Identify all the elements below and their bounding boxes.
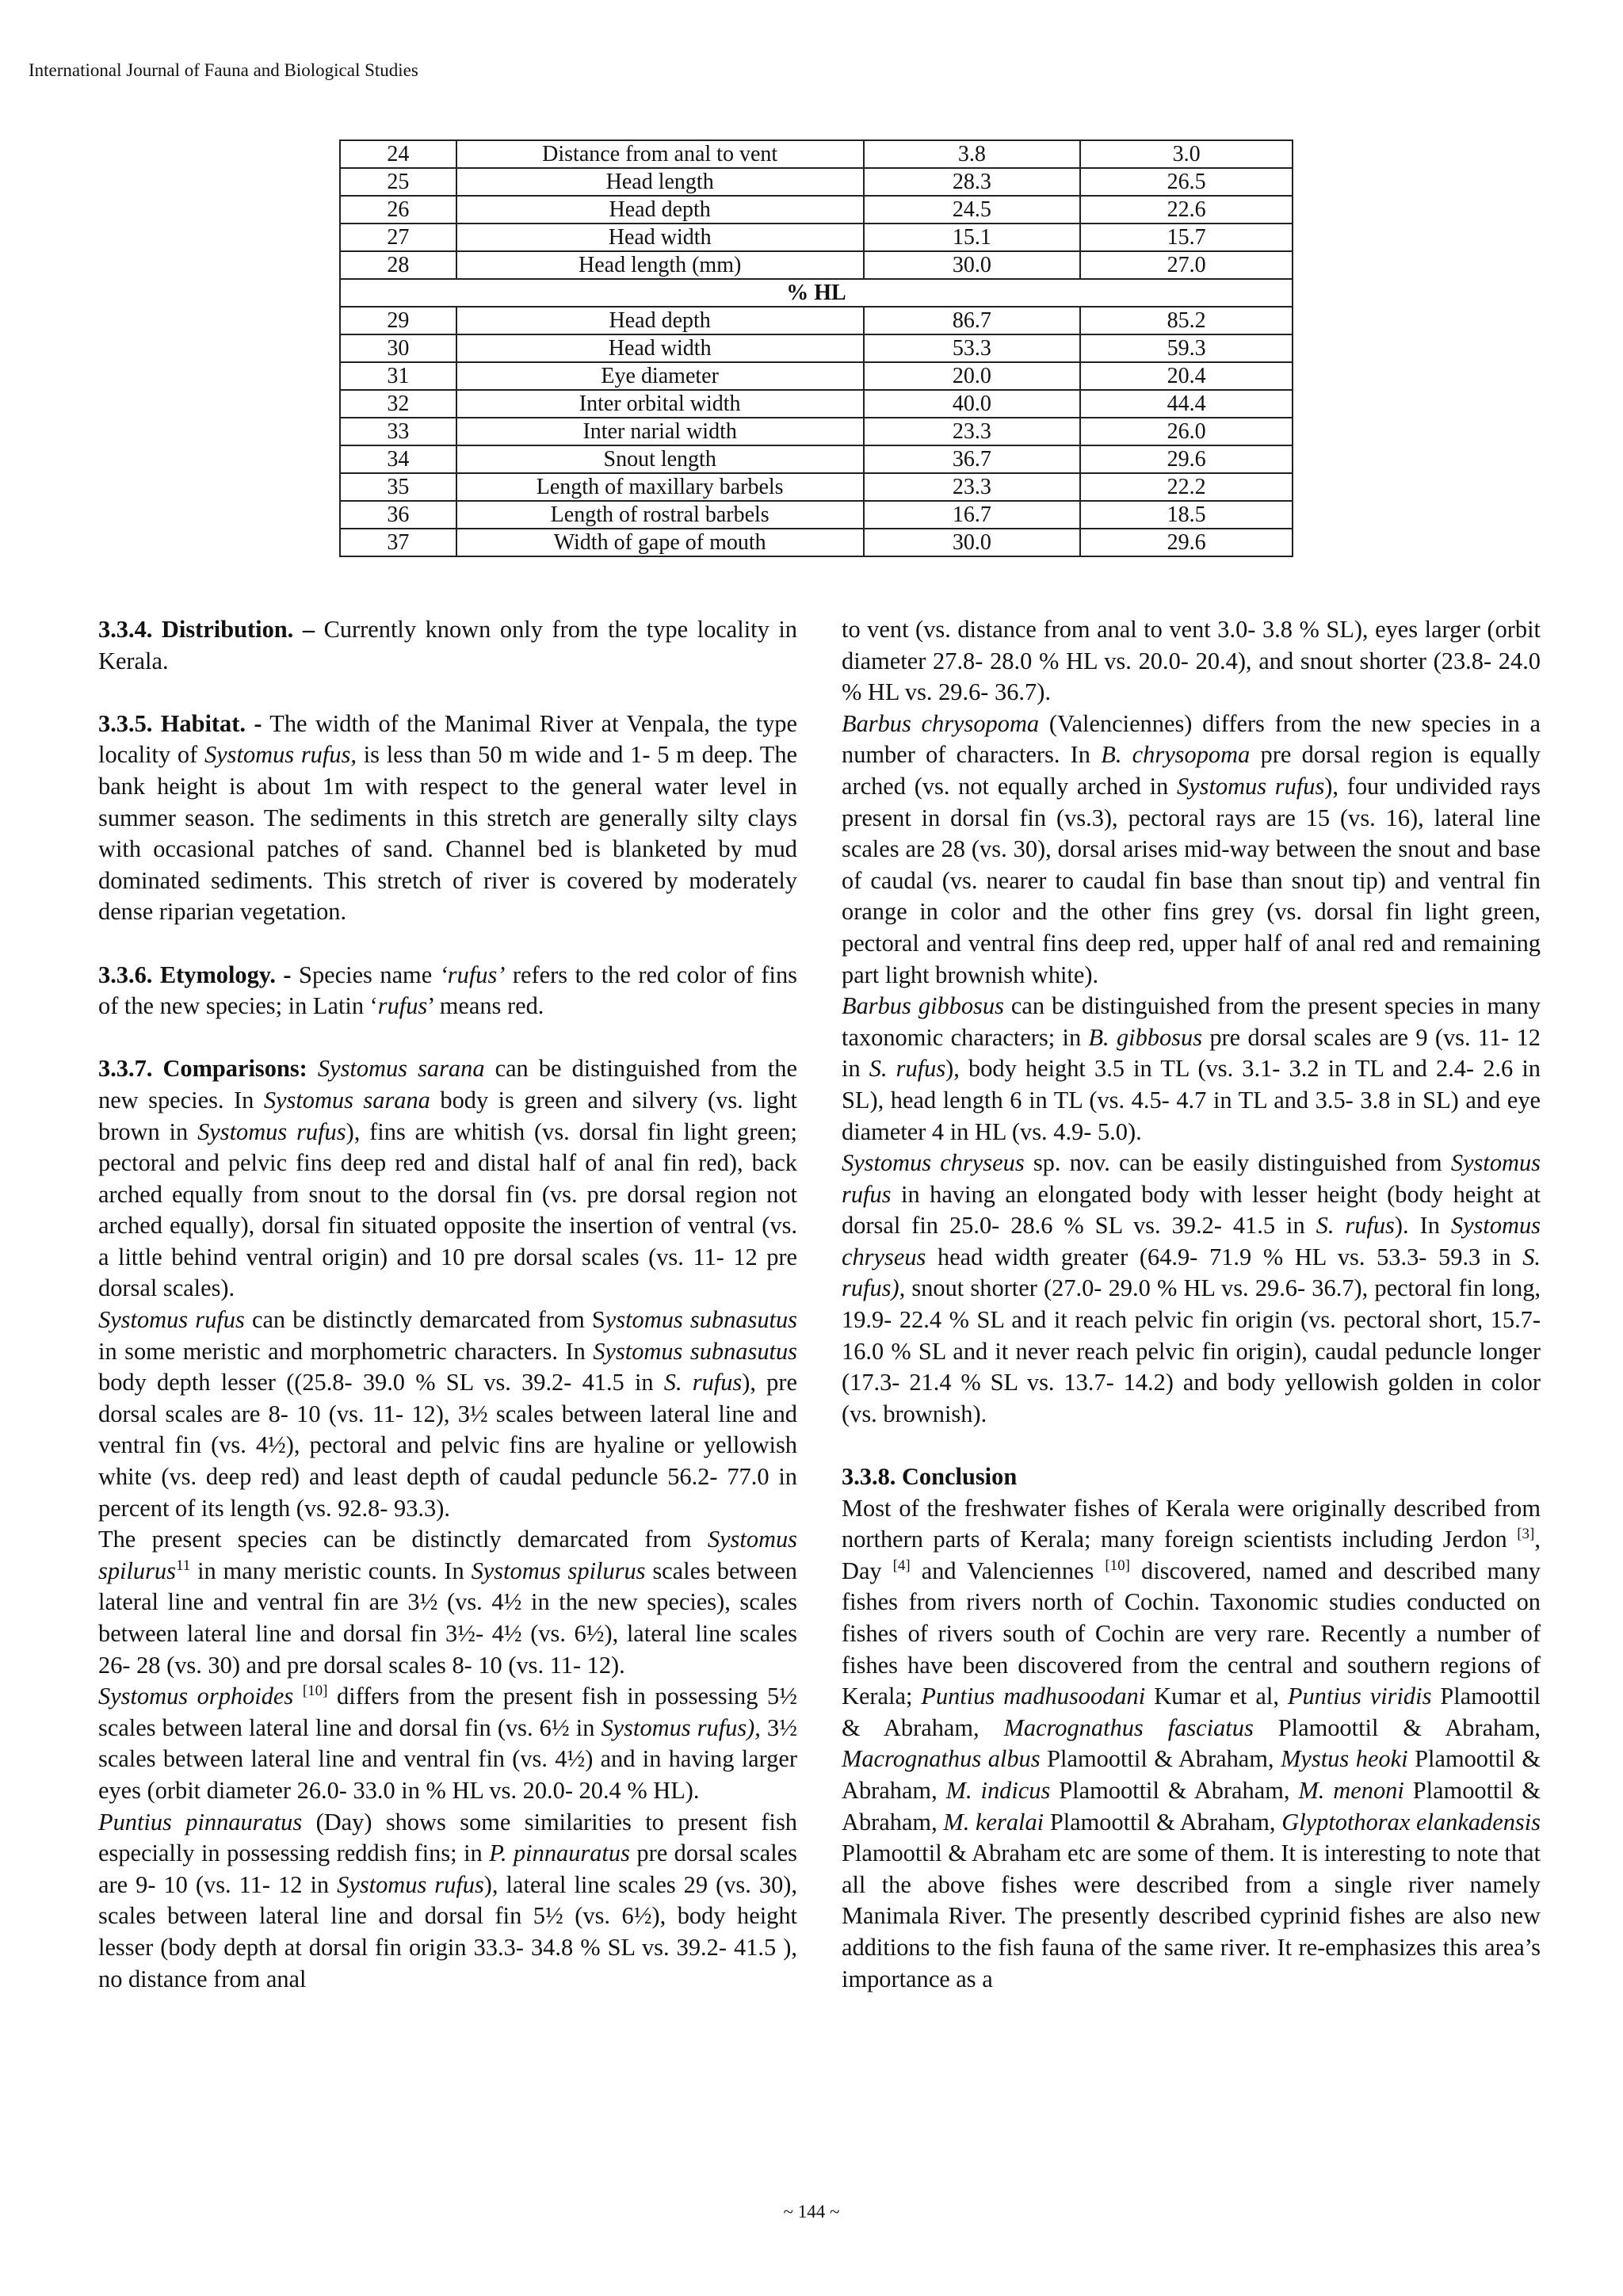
species-name: S. rufus (869, 1055, 946, 1083)
table-body-cm (340, 140, 1293, 279)
table-row (340, 390, 1293, 418)
value-col-2: 29.6 (1080, 529, 1293, 556)
value-col-1: 36.7 (864, 445, 1081, 473)
species-name: Macrognathus fasciatus (1003, 1713, 1254, 1741)
comparison-paragraph-2: Systomus rufus can be distinctly demarcated from Systomus subnasutus in some meristic and morphometric characters. In Systomus subnasutus body depth lesser ((25.8- 39.0 % SL vs. 39.2- 41.5 in S. rufus), pre dorsal scales are 8- 10 (vs. 11- 12), 3½ scales between lateral line and ventral fin (vs. 4½), pectoral and pelvic fins are hyaline or yellowish white (vs. deep red) and least depth of caudal peduncle 56.2- 77.0 in percent of its length (vs. 92.8- 93.3). (98, 1306, 797, 1522)
conclusion-heading-line (842, 1461, 1541, 1493)
species-name: ystomus subnasutus (605, 1306, 797, 1334)
value-col-1: 28.3 (864, 168, 1081, 196)
table-row (340, 307, 1293, 334)
comparison-paragraph-1: 3.3.7. Comparisons: Systomus sarana can be distinguished from the new species. In Systomus sarana body is green and silvery (vs. light brown in Systomus rufus), fins are whitish (vs. dorsal fin light green; pectoral and pelvic fins deep red and distal half of anal fin red), back arched equally from snout to the dorsal fin (vs. pre dorsal region not arched equally), dorsal fin situated opposite the insertion of ventral (vs. a little behind ventral origin) and 10 pre dorsal scales (vs. 11- 12 pre dorsal scales). (98, 1055, 797, 1302)
character-name: Inter narial width (456, 418, 864, 445)
species-name: M. indicus (945, 1776, 1051, 1804)
character-name: Head length (456, 168, 864, 196)
comparison-paragraph-8: Systomus chryseus sp. nov. can be easily distinguished from Systomus rufus in having an elongated body with lesser height (body height at dorsal fin 25.0- 28.6 % SL vs. 39.2- 41.5 in S. rufus). In Systomus chryseus head width greater (64.9- 71.9 % HL vs. 53.3- 59.3 in S. rufus), snout shorter (27.0- 29.0 % HL vs. 29.6- 36.7), pectoral fin long, 19.9- 22.4 % SL and it reach pelvic fin origin (vs. pectoral short, 15.7- 16.0 % SL and it never reach pelvic fin origin), caudal peduncle longer (17.3- 21.4 % SL vs. 13.7- 14.2) and body yellowish golden in color (vs. brownish). (842, 1149, 1541, 1427)
value-col-2: 59.3 (1080, 334, 1293, 362)
measurement-table (339, 139, 1293, 557)
table-row (340, 140, 1293, 168)
table-body-hl (340, 307, 1293, 556)
value-col-1: 15.1 (864, 223, 1081, 251)
row-number: 29 (340, 307, 456, 334)
comparison-paragraph-6: Barbus chrysopoma (Valenciennes) differs from the new species in a number of characters. In B. chrysopoma pre dorsal region is equally arched (vs. not equally arched in Systomus rufus), four undivided rays present in dorsal fin (vs.3), pectoral rays are 15 (vs. 16), lateral line scales are 28 (vs. 30), dorsal arises mid-way between the snout and base of caudal (vs. nearer to caudal fin base than snout tip) and ventral fin orange in color and the other fins grey (vs. dorsal fin light green, pectoral and ventral fins deep red, upper half of anal red and remaining part light brownish white). (842, 709, 1541, 988)
value-col-2: 15.7 (1080, 223, 1293, 251)
distribution-heading: 3.3.4. Distribution. – (98, 616, 315, 643)
left-column (98, 614, 797, 1995)
row-number: 31 (340, 362, 456, 390)
value-col-1: 30.0 (864, 529, 1081, 556)
species-name: S. rufus (1316, 1212, 1395, 1240)
species-name: Macrognathus albus (842, 1745, 1041, 1773)
comparison-paragraph-3: The present species can be distinctly demarcated from Systomus spilurus$^{11}$ in many meristic counts. In Systomus spilurus scales between lateral line and ventral fin are 3½ (vs. 4½ in the new species), scales between lateral line and dorsal fin 3½- 4½ (vs. 6½), lateral line scales 26- 28 (vs. 30) and pre dorsal scales 8- 10 (vs. 11- 12). (98, 1526, 797, 1679)
species-name: Puntius viridis (1287, 1683, 1432, 1710)
character-name: Eye diameter (456, 362, 864, 390)
table-row (340, 362, 1293, 390)
table-row (340, 196, 1293, 223)
character-name: Head depth (456, 307, 864, 334)
value-col-2: 27.0 (1080, 251, 1293, 279)
table-row (340, 473, 1293, 501)
table-row (340, 168, 1293, 196)
row-number: 34 (340, 445, 456, 473)
character-name: Head width (456, 334, 864, 362)
value-col-1: 23.3 (864, 473, 1081, 501)
habitat-heading: 3.3.5. Habitat. - (98, 709, 262, 737)
value-col-2: 29.6 (1080, 445, 1293, 473)
comparison-continued: to vent (vs. distance from anal to vent 3.0- 3.8 % SL), eyes larger (orbit diameter 27.8- 28.0 % HL vs. 20.0- 20.4), and snout shorter (23.8- 24.0 % HL vs. 29.6- 36.7). (842, 616, 1541, 706)
species-name: S. rufus (663, 1369, 743, 1396)
species-name: Barbus gibbosus (842, 992, 1004, 1020)
comparisons-heading: 3.3.7. Comparisons: (98, 1055, 307, 1083)
table-row (340, 529, 1293, 556)
value-col-1: 16.7 (864, 501, 1081, 529)
value-col-2: 3.0 (1080, 140, 1293, 168)
character-name: Inter orbital width (456, 390, 864, 418)
species-name: Systomus rufus (98, 1306, 245, 1334)
character-name: Width of gape of mouth (456, 529, 864, 556)
row-number: 32 (340, 390, 456, 418)
species-list: Puntius madhusoodani Kumar et al, Puntius viridis Plamoottil & Abraham, Macrognathus fasciatus Plamoottil & Abraham, Macrognathus albus Plamoottil & Abraham, Mystus heoki Plamoottil & Abraham, M. indicus Plamoottil & Abraham, M. menoni Plamoottil & Abraham, M. keralai Plamoottil & Abraham, Glyptothorax elankadensis Plamoottil & Abraham etc are some of them. It is interesting to note that all the above fishes were described from a single river namely Manimala River. The presently described cyprinid fishes are also new additions to the fish fauna of the same river. It re-emphasizes this area’s importance as a (842, 1683, 1541, 1992)
right-column (842, 614, 1541, 1995)
character-name: Distance from anal to vent (456, 140, 864, 168)
species-name: Barbus chrysopoma (842, 709, 1040, 737)
row-number: 25 (340, 168, 456, 196)
value-col-1: 86.7 (864, 307, 1081, 334)
table-row (340, 334, 1293, 362)
species-name: B. gibbosus (1088, 1023, 1203, 1051)
row-number: 27 (340, 223, 456, 251)
habitat-paragraph: 3.3.5. Habitat. - The width of the Manimal River at Venpala, the type locality of Systomus rufus, is less than 50 m wide and 1- 5 m deep. The bank height is about 1m with respect to the general water level in summer season. The sediments in this stretch are generally silty clays with occasional patches of sand. Channel bed is blanketed by mud dominated sediments. This stretch of river is covered by moderately dense riparian vegetation. (98, 709, 798, 926)
species-name: Systomus rufus (1176, 772, 1325, 800)
table-row (340, 501, 1293, 529)
species-name: Systomus sarana (263, 1086, 430, 1114)
character-name: Length of rostral barbels (456, 501, 864, 529)
distribution-paragraph: 3.3.4. Distribution. – Currently known only from the type locality in Kerala. (98, 616, 797, 674)
table-subheader-row (340, 279, 1293, 307)
citation-ref: [4] (892, 1557, 911, 1574)
species-name: Glyptothorax elankadensis (1281, 1808, 1541, 1836)
value-col-2: 85.2 (1080, 307, 1293, 334)
table-row (340, 445, 1293, 473)
value-col-2: 22.6 (1080, 196, 1293, 223)
value-col-1: 24.5 (864, 196, 1081, 223)
page-number: ~ 144 ~ (783, 2202, 840, 2222)
row-number: 33 (340, 418, 456, 445)
row-number: 28 (340, 251, 456, 279)
species-name: S. rufus), (842, 1243, 1541, 1302)
value-col-2: 26.0 (1080, 418, 1293, 445)
value-col-1: 30.0 (864, 251, 1081, 279)
value-col-1: 23.3 (864, 418, 1081, 445)
table-row (340, 223, 1293, 251)
table-row (340, 251, 1293, 279)
journal-title: International Journal of Fauna and Biological Studies (29, 60, 418, 80)
species-name: Systomus chryseus (842, 1212, 1541, 1270)
value-col-1: 20.0 (864, 362, 1081, 390)
character-name: Head length (mm) (456, 251, 864, 279)
row-number: 26 (340, 196, 456, 223)
row-number: 30 (340, 334, 456, 362)
table-row (340, 418, 1293, 445)
species-name: Systomus chryseus (842, 1149, 1025, 1177)
value-col-2: 20.4 (1080, 362, 1293, 390)
value-col-1: 53.3 (864, 334, 1081, 362)
species-name: Systomus sarana (317, 1055, 485, 1083)
species-name: M. keralai (943, 1808, 1044, 1836)
character-name: Snout length (456, 445, 864, 473)
value-col-1: 3.8 (864, 140, 1081, 168)
conclusion-paragraph: Most of the freshwater fishes of Kerala were originally described from northern parts of Kerala; many foreign scientists including Jerdon [3], Day [4] and Valenciennes [10] discovered, named and described many fishes from rivers north of Cochin. Taxonomic studies conducted on fishes of rivers south of Cochin are very rare. Recently a number of fishes have been discovered from the central and southern regions of Kerala; Puntius madhusoodani Kumar et al, Puntius viridis Plamoottil & Abraham, Macrognathus fasciatus Plamoottil & Abraham, Macrognathus albus Plamoottil & Abraham, Mystus heoki Plamoottil & Abraham, M. indicus Plamoottil & Abraham, M. menoni Plamoottil & Abraham, M. keralai Plamoottil & Abraham, Glyptothorax elankadensis Plamoottil & Abraham etc are some of them. It is interesting to note that all the above fishes were described from a single river namely Manimala River. The presently described cyprinid fishes are also new additions to the fish fauna of the same river. It re-emphasizes this area’s importance as a (842, 1494, 1541, 1992)
conclusion-heading: 3.3.8. Conclusion (842, 1463, 1018, 1491)
comparison-paragraph-7: Barbus gibbosus can be distinguished from the present species in many taxonomic characters; in B. gibbosus pre dorsal scales are 9 (vs. 11- 12 in S. rufus), body height 3.5 in TL (vs. 3.1- 3.2 in TL and 2.4- 2.6 in SL), head length 6 in TL (vs. 4.5- 4.7 in TL and 3.5- 3.8 in SL) and eye diameter 4 in HL (vs. 4.9- 5.0). (842, 992, 1541, 1145)
table-subheader: % HL (340, 279, 1293, 307)
species-name: Puntius madhusoodani (921, 1683, 1146, 1710)
row-number: 24 (340, 140, 456, 168)
value-col-1: 40.0 (864, 390, 1081, 418)
citation-ref: [10] (1105, 1557, 1131, 1574)
row-number: 35 (340, 473, 456, 501)
species-name: Systomus subnasutus (593, 1337, 797, 1365)
etymology-heading: 3.3.6. Etymology. - (98, 961, 292, 988)
species-name: Systomus rufus (197, 1117, 346, 1145)
species-name: Mystus heoki (1281, 1745, 1408, 1773)
citation-ref: [10] (302, 1683, 328, 1700)
comparison-paragraph-5: Puntius pinnauratus (Day) shows some similarities to present fish especially in possessing reddish fins; in P. pinnauratus pre dorsal scales are 9- 10 (vs. 11- 12 in Systomus rufus), lateral line scales 29 (vs. 30), scales between lateral line and dorsal fin 5½ (vs. 6½), body height lesser (body depth at dorsal fin origin 33.3- 34.8 % SL vs. 39.2- 41.5 ), no distance from anal (98, 1808, 797, 1992)
value-col-2: 22.2 (1080, 473, 1293, 501)
character-name: Head depth (456, 196, 864, 223)
row-number: 36 (340, 501, 456, 529)
value-col-2: 18.5 (1080, 501, 1293, 529)
value-col-2: 26.5 (1080, 168, 1293, 196)
character-name: Length of maxillary barbels (456, 473, 864, 501)
row-number: 37 (340, 529, 456, 556)
comparison-paragraph-4: Systomus orphoides [10] differs from the present fish in possessing 5½ scales between lateral line and dorsal fin (vs. 6½ in Systomus rufus), 3½ scales between lateral line and ventral fin (vs. 4½) and in having larger eyes (orbit diameter 26.0- 33.0 in % HL vs. 20.0- 20.4 % HL). (98, 1683, 797, 1804)
character-name: Head width (456, 223, 864, 251)
citation-ref: 11 (175, 1557, 191, 1574)
value-col-2: 44.4 (1080, 390, 1293, 418)
citation-ref: [3] (1517, 1526, 1535, 1543)
species-name: Systomus rufus (842, 1149, 1541, 1208)
etymology-paragraph: 3.3.6. Etymology. - Species name ‘rufus’ refers to the red color of fins of the new species; in Latin ‘rufus’ means red. (98, 961, 797, 1020)
species-name: B. chrysopoma (1101, 741, 1251, 769)
species-name: M. menoni (1298, 1776, 1404, 1804)
